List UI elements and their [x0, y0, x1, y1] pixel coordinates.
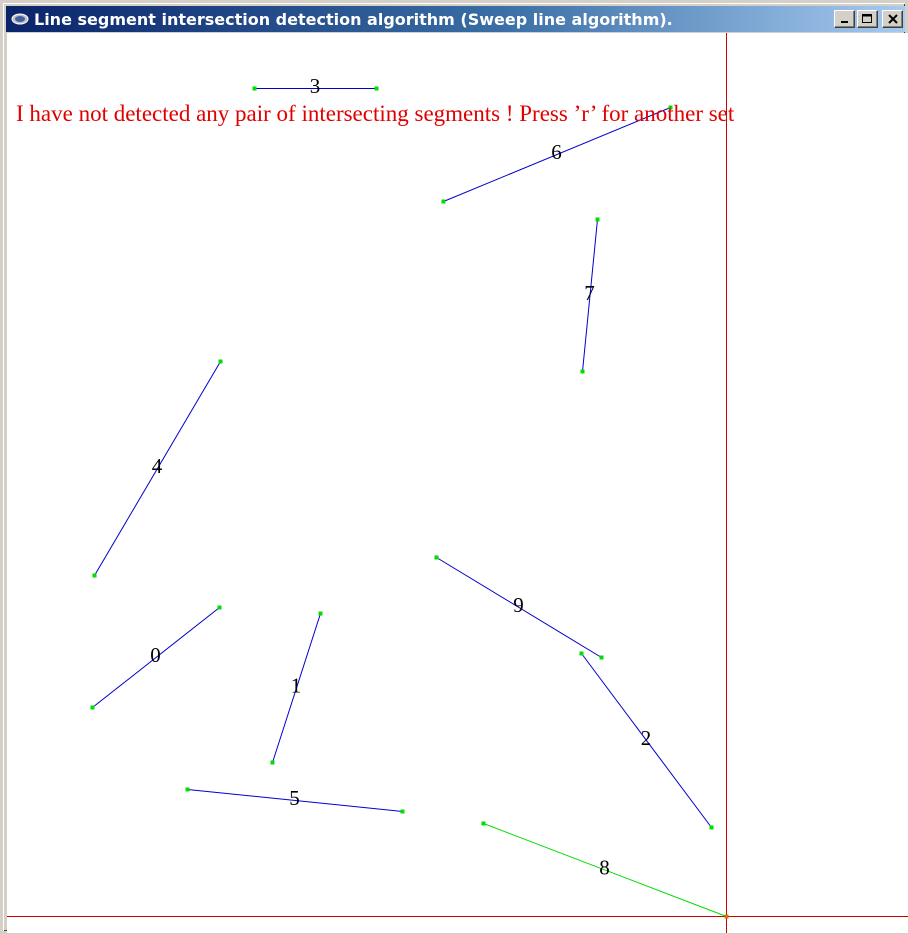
segment-6-endpoint-a [442, 200, 446, 204]
segments-scene [7, 33, 908, 933]
close-button[interactable] [882, 10, 903, 28]
status-message: I have not detected any pair of intersecting segments ! Press ’r’ for another set [16, 101, 735, 126]
segment-label-8: 8 [599, 855, 610, 880]
segment-5-endpoint-a [186, 788, 190, 792]
segment-1-endpoint-b [319, 612, 323, 616]
segment-3-endpoint-a [253, 87, 257, 91]
minimize-icon [840, 14, 850, 24]
segment-0-endpoint-a [91, 706, 95, 710]
window-controls [834, 10, 903, 28]
segment-3-endpoint-b [375, 87, 379, 91]
window-title: Line segment intersection detection algorithm (Sweep line algorithm). [34, 9, 673, 29]
segment-4-endpoint-a [93, 574, 97, 578]
segment-label-0: 0 [150, 642, 161, 667]
segment-7-endpoint-b [596, 218, 600, 222]
segment-9-endpoint-a [435, 556, 439, 560]
segment-0-endpoint-b [218, 606, 222, 610]
drawing-canvas[interactable] [7, 33, 908, 933]
title-bar[interactable] [6, 6, 905, 32]
segment-8-endpoint-a [482, 822, 486, 826]
segment-label-5: 5 [289, 785, 300, 810]
segment-5-endpoint-b [401, 810, 405, 814]
segment-label-9: 9 [513, 592, 524, 617]
segment-label-2: 2 [640, 725, 652, 750]
segment-2-endpoint-a [580, 652, 584, 656]
segment-label-3: 3 [309, 73, 321, 98]
close-icon [888, 14, 898, 24]
segment-label-7: 7 [584, 280, 595, 305]
segment-7-endpoint-a [581, 370, 585, 374]
maximize-icon [862, 14, 873, 24]
segment-label-1: 1 [290, 673, 302, 698]
segment-1-endpoint-a [271, 761, 275, 765]
maximize-button[interactable] [857, 10, 878, 28]
sweep-event-point [725, 915, 729, 919]
segment-9-endpoint-b [600, 656, 604, 660]
minimize-button[interactable] [834, 10, 855, 28]
app-icon[interactable] [10, 12, 30, 26]
segment-label-4: 4 [151, 453, 163, 478]
segment-2-endpoint-b [710, 826, 714, 830]
segment-4-endpoint-b [219, 360, 223, 364]
segment-label-6: 6 [551, 139, 562, 164]
